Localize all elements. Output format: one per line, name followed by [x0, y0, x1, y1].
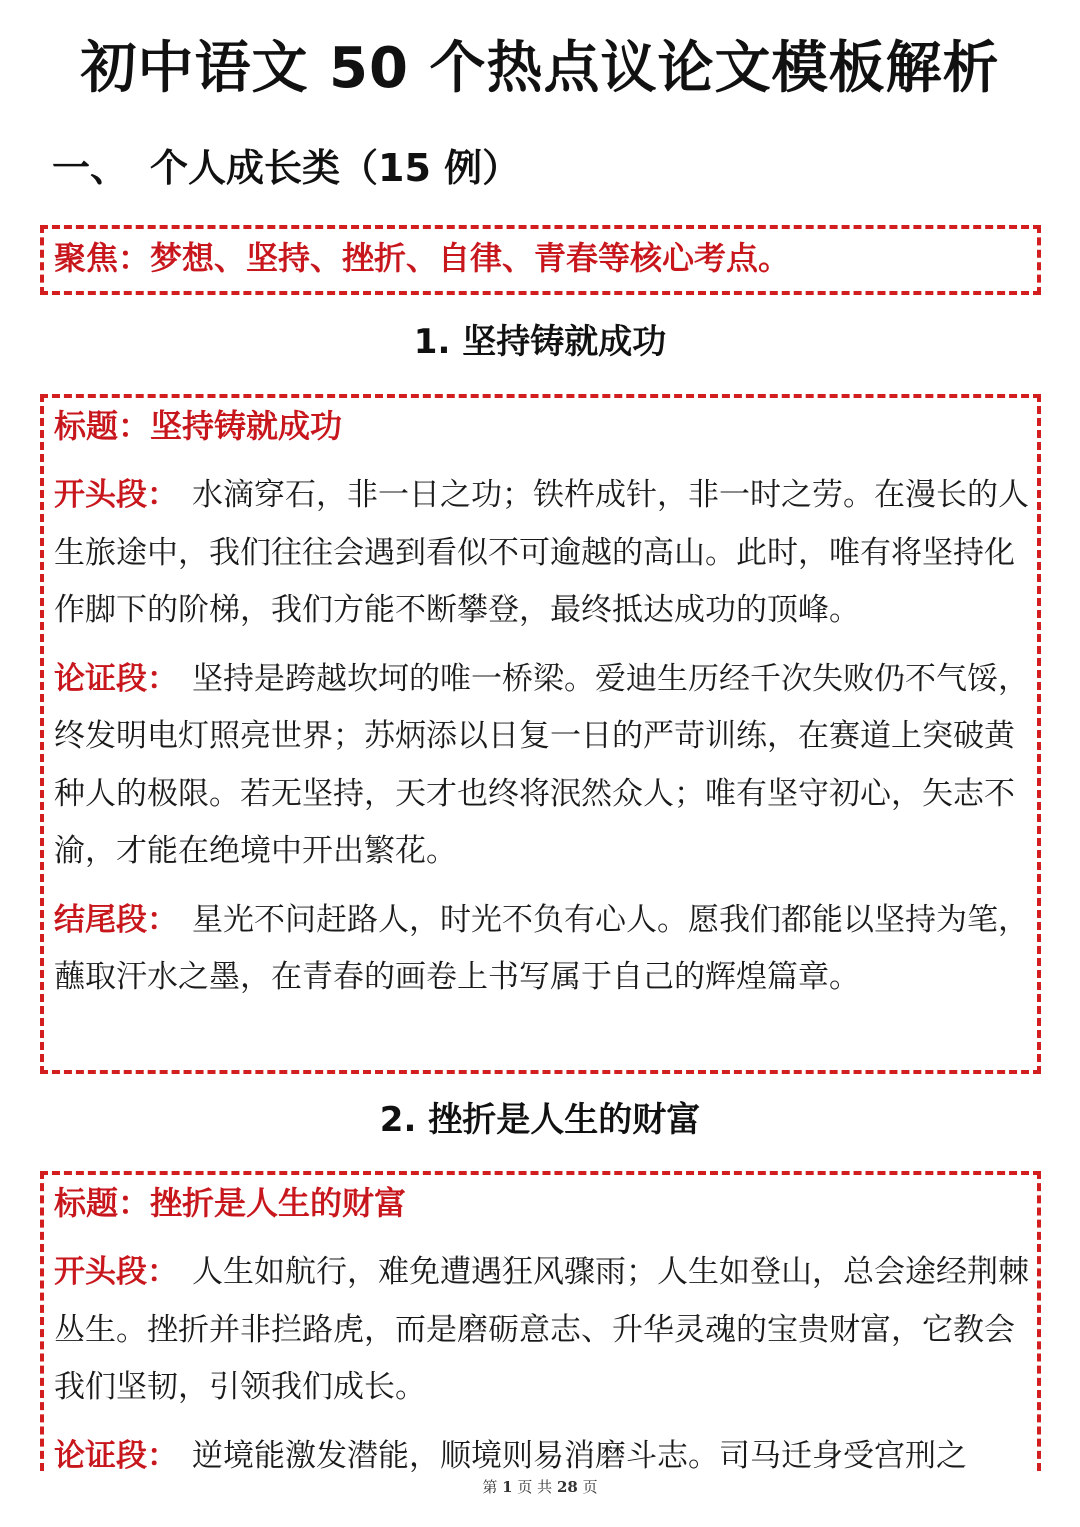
opening-paragraph [54, 1244, 1029, 1417]
focus-box [40, 225, 1041, 295]
argument-paragraph [54, 651, 1029, 881]
section-number: 一、 [52, 146, 129, 190]
opening-paragraph [54, 467, 1029, 640]
opening-text: 水滴穿石，非一日之功；铁杵成针，非一时之劳。在漫长的人生旅途中，我们往往会遇到看似不可逾越的高山。此时，唯有将坚持化作脚下的阶梯，我们方能不断攀登，最终抵达成功的顶峰。 [54, 477, 1029, 628]
opening-label: 开头段： [54, 1254, 178, 1290]
footer-page-number: 1 [502, 1478, 513, 1496]
essay-heading-2: 2. 挫折是人生的财富 [379, 1100, 701, 1140]
section-heading [52, 140, 520, 196]
essay-card-1 [40, 394, 1041, 1074]
ending-label: 结尾段： [54, 901, 178, 938]
page-footer [0, 1476, 1080, 1498]
argument-label: 论证段： [54, 1437, 178, 1474]
essay-title: 标题：挫折是人生的财富 [54, 1184, 407, 1222]
essay-card-2 [40, 1171, 1041, 1474]
footer-prefix: 第 [482, 1478, 498, 1496]
section-title: 个人成长类（15 例） [150, 146, 521, 190]
ending-text: 星光不问赶路人，时光不负有心人。愿我们都能以坚持为笔，蘸取汗水之墨，在青春的画卷上书写属于自己的辉煌篇章。 [54, 901, 1029, 995]
opening-label: 开头段： [54, 477, 178, 513]
footer-middle: 页 共 [517, 1478, 553, 1496]
footer-total-pages: 28 [556, 1478, 578, 1496]
opening-text: 人生如航行，难免遭遇狂风骤雨；人生如登山，总会途经荆棘丛生。挫折并非拦路虎，而是磨砺意志、升华灵魂的宝贵财富，它教会我们坚韧，引领我们成长。 [54, 1254, 1029, 1405]
focus-text: 聚焦：梦想、坚持、挫折、自律、青春等核心考点。 [54, 239, 791, 277]
essay-heading-1: 1. 坚持铸就成功 [413, 322, 667, 362]
ending-paragraph [54, 892, 1029, 1007]
essay-title: 标题：坚持铸就成功 [54, 407, 343, 445]
page-title: 初中语文 50 个热点议论文模板解析 [80, 36, 1000, 101]
argument-text: 坚持是跨越坎坷的唯一桥梁。爱迪生历经千次失败仍不气馁，终发明电灯照亮世界；苏炳添以日复一日的严苛训练，在赛道上突破黄种人的极限。若无坚持，天才也终将泯然众人；唯有坚守初心，矢志不渝，才能在绝境中开出繁花。 [54, 660, 1029, 869]
footer-suffix: 页 [582, 1478, 598, 1496]
argument-text: 逆境能激发潜能，顺境则易消磨斗志。司马迁身受宫刑之 [192, 1437, 967, 1474]
argument-label: 论证段： [54, 660, 178, 697]
